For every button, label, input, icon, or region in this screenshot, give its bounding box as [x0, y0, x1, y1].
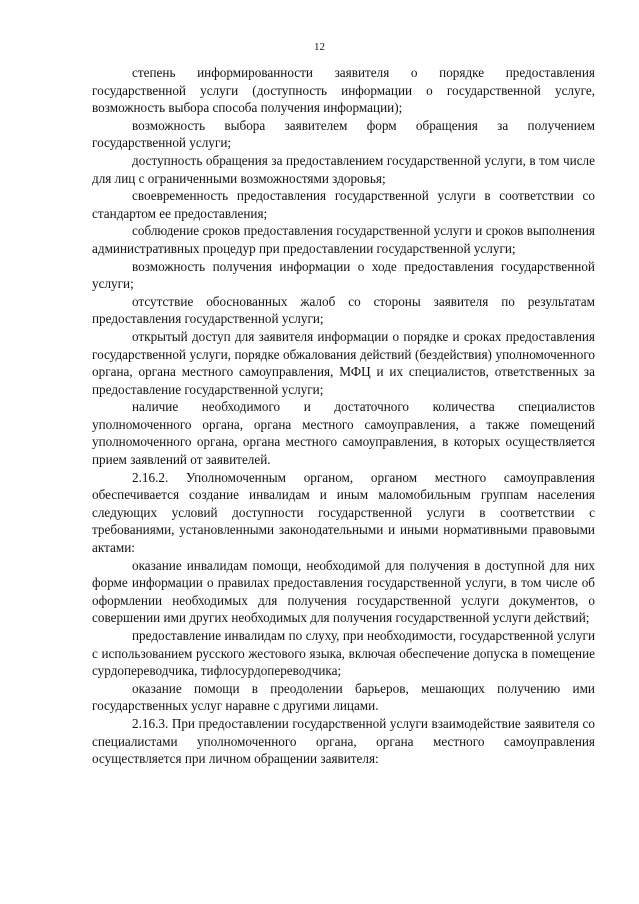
paragraph-7: отсутствие обоснованных жалоб со стороны заявителя по результатам предоставления государственной услуги;	[92, 293, 595, 327]
paragraph-5: соблюдение сроков предоставления государственной услуги и сроков выполнения административных процедур при предоставлении государственной услуги;	[92, 223, 595, 256]
paragraph-11: оказание инвалидам помощи, необходимой для получения в доступной для них форме информации о правилах предоставления государственной услуги, в том числе об оформлении необходимых для получения государственной услуги документов, о совершении ими других необходимых для получения государственной услуги действий;	[92, 557, 595, 626]
paragraph-14: 2.16.3. При предоставлении государственной услуги взаимодействие заявителя со специалистами уполномоченного органа, органа местного самоуправления осуществляется при личном обращении заявителя:	[92, 715, 595, 767]
paragraph-8: открытый доступ для заявителя информации о порядке и сроках предоставления государственной услуги, порядке обжалования действий (бездействия) уполномоченного органа, органа местного самоуправления, МФЦ и их специалистов, ответственных за предоставление государственной услуги;	[92, 328, 595, 397]
paragraph-10: 2.16.2. Уполномоченным органом, органом местного самоуправления обеспечивается создание инвалидам и иным маломобильным группам населения следующих условий доступности государственной услуги в соответствии с требованиями, установленными законодательными и иными нормативными правовыми актами:	[92, 469, 595, 556]
paragraph-6: возможность получения информации о ходе предоставления государственной услуги;	[92, 258, 595, 292]
paragraph-9: наличие необходимого и достаточного количества специалистов уполномоченного органа, органа местного самоуправления, а также помещений уполномоченного органа, органа местного самоуправления, в которых осуществляется прием заявлений от заявителей.	[92, 399, 595, 468]
paragraph-13: оказание помощи в преодолении барьеров, мешающих получению ими государственных услуг наравне с другими лицами.	[92, 680, 595, 714]
paragraph-3: доступность обращения за предоставлением государственной услуги, в том числе для лиц с ограниченными возможностями здоровья;	[92, 152, 595, 186]
body-text	[92, 64, 595, 768]
page-number: 12	[314, 41, 325, 53]
paragraph-12: предоставление инвалидам по слуху, при необходимости, государственной услуги с использованием русского жестового языка, включая обеспечение допуска в помещение сурдопереводчика, тифлосурдопереводчика;	[92, 628, 595, 679]
paragraph-1: степень информированности заявителя о порядке предоставления государственной услуги (доступность информации о государственной услуге, возможность выбора способа получения информации);	[92, 65, 595, 116]
paragraph-4: своевременность предоставления государственной услуги в соответствии со стандартом ее предоставления;	[92, 188, 595, 221]
paragraph-2: возможность выбора заявителем форм обращения за получением государственной услуги;	[92, 117, 595, 151]
